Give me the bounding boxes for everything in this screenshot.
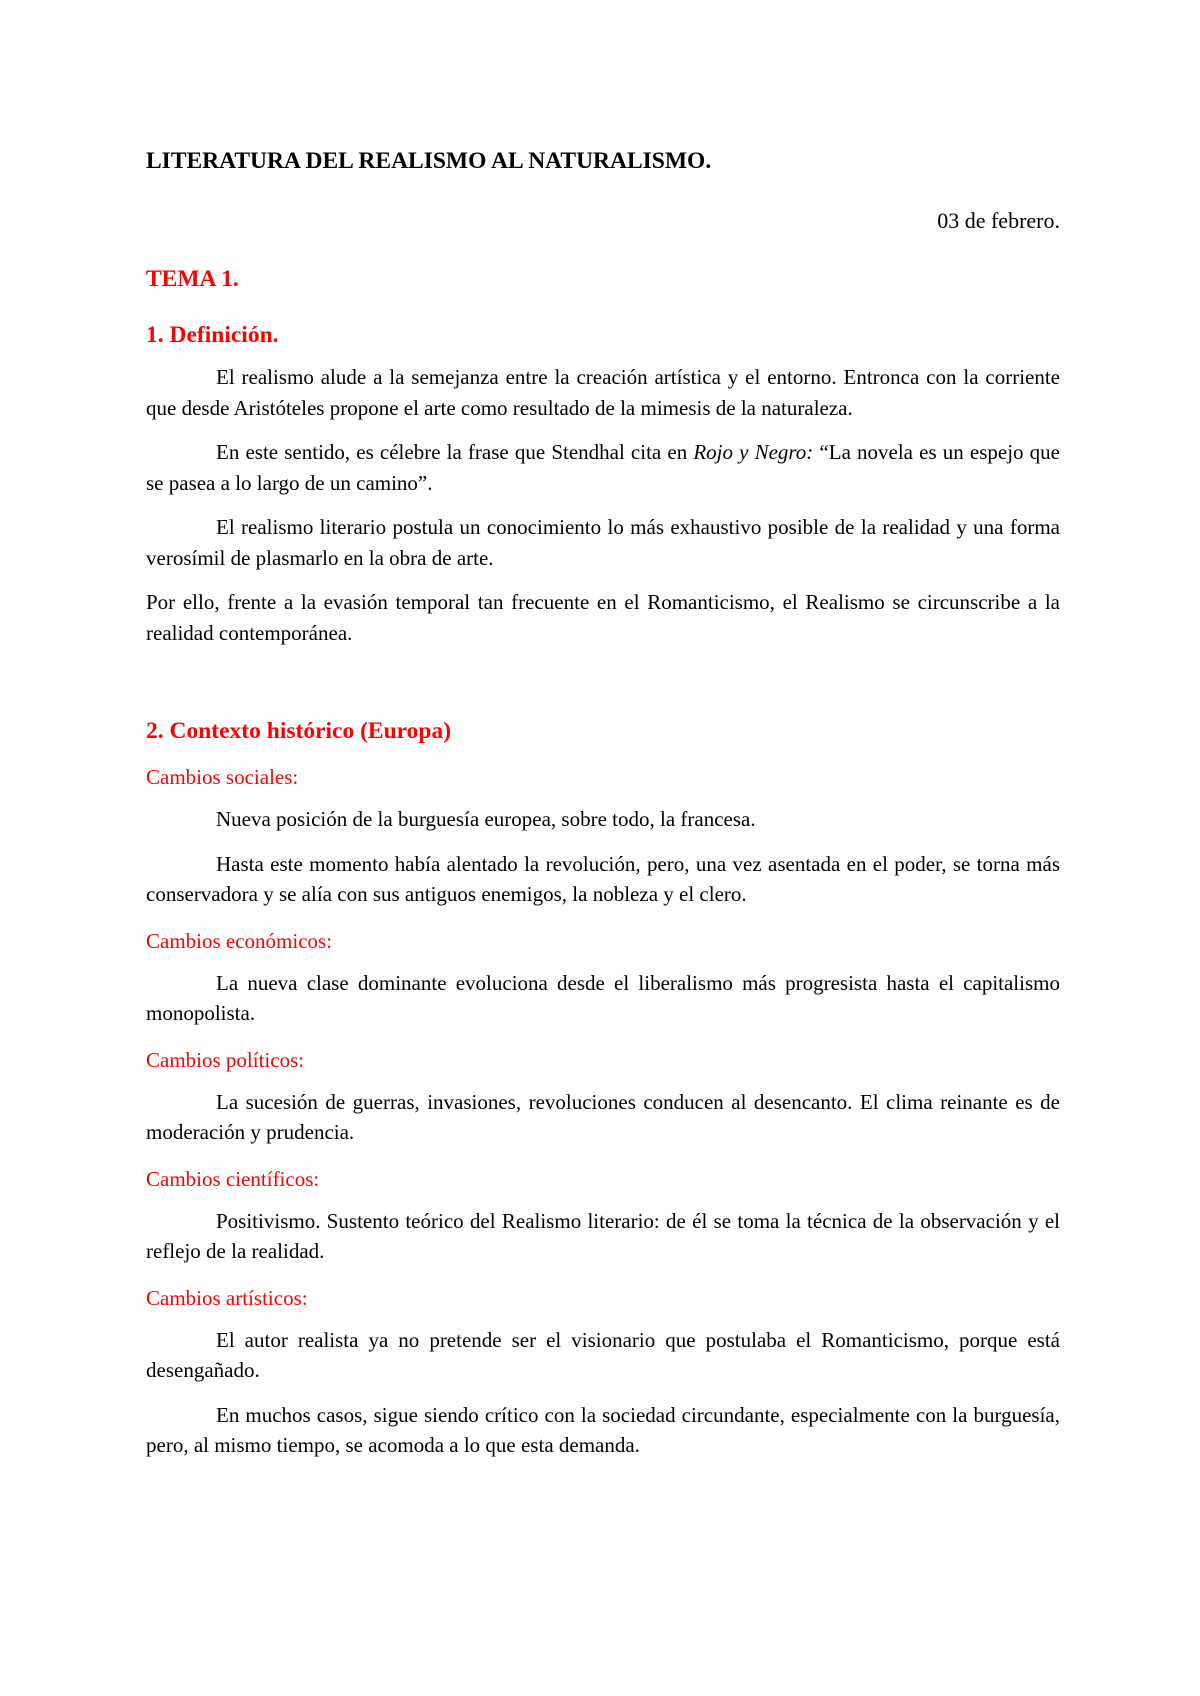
cambios-politicos-label: Cambios políticos:	[146, 1047, 305, 1072]
economicos-paragraph-1: La nueva clase dominante evoluciona desde el liberalismo más progresista hasta el capitalismo monopolista.	[146, 970, 1060, 1025]
tema-heading: TEMA 1.	[146, 266, 239, 292]
definicion-paragraph-1: El realismo alude a la semejanza entre la creación artística y el entorno. Entronca con la corriente que desde Aristóteles propone el arte como resultado de la mimesis de la naturaleza.	[146, 365, 1060, 420]
cambios-artisticos-label: Cambios artísticos:	[146, 1285, 308, 1310]
section-definicion-heading: 1. Definición.	[146, 322, 279, 348]
sociales-paragraph-2: Hasta este momento había alentado la revolución, pero, una vez asentada en el poder, se torna más conservadora y se alía con sus antiguos enemigos, la nobleza y el clero.	[146, 851, 1060, 906]
politicos-paragraph-1: La sucesión de guerras, invasiones, revoluciones conducen al desencanto. El clima reinante es de moderación y prudencia.	[146, 1089, 1060, 1144]
cambios-economicos-label: Cambios económicos:	[146, 928, 333, 953]
artisticos-paragraph-2: En muchos casos, sigue siendo crítico con la sociedad circundante, especialmente con la burguesía, pero, al mismo tiempo, se acomoda a lo que esta demanda.	[146, 1402, 1060, 1457]
definicion-paragraph-3: El realismo literario postula un conocimiento lo más exhaustivo posible de la realidad y una forma verosímil de plasmarlo en la obra de arte.	[146, 515, 1060, 570]
cientificos-paragraph-1: Positivismo. Sustento teórico del Realismo literario: de él se toma la técnica de la observación y el reflejo de la realidad.	[146, 1208, 1060, 1263]
section-contexto-heading: 2. Contexto histórico (Europa)	[146, 718, 452, 744]
sociales-paragraph-1: Nueva posición de la burguesía europea, sobre todo, la francesa.	[216, 807, 756, 831]
document-title: LITERATURA DEL REALISMO AL NATURALISMO.	[146, 148, 712, 174]
definicion-paragraph-4: Por ello, frente a la evasión temporal tan frecuente en el Romanticismo, el Realismo se circunscribe a la realidad contemporánea.	[146, 590, 1060, 645]
artisticos-paragraph-1: El autor realista ya no pretende ser el visionario que postulaba el Romanticismo, porque está desengañado.	[146, 1327, 1060, 1382]
quote-text: “La novela es un espejo que se pasea a lo largo de un camino”.	[146, 440, 1060, 495]
book-title-italic: Rojo y Negro:	[693, 440, 814, 464]
document-date: 03 de febrero.	[937, 208, 1060, 233]
paragraph-text: En este sentido, es célebre la frase que Stendhal cita en	[216, 440, 694, 464]
definicion-paragraph-2	[146, 437, 1060, 498]
cambios-sociales-label: Cambios sociales:	[146, 765, 299, 789]
cambios-cientificos-label: Cambios científicos:	[146, 1166, 320, 1191]
